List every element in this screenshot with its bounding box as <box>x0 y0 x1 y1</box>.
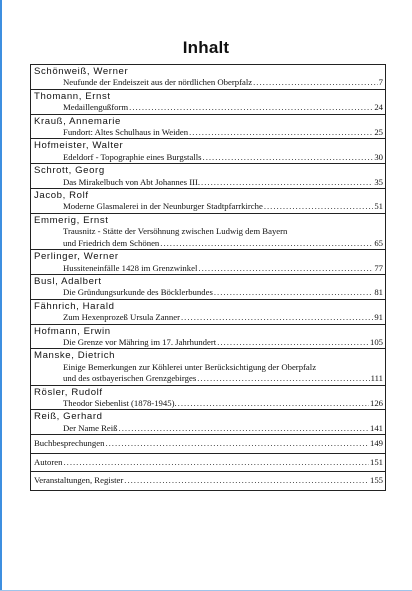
toc-entry <box>31 164 385 189</box>
page-number: 7 <box>378 77 383 88</box>
article-title <box>63 152 383 163</box>
article-title <box>63 423 383 434</box>
page-number: 24 <box>374 102 383 113</box>
dot-leader <box>63 457 369 469</box>
article-title <box>63 263 383 274</box>
article-title-line <box>63 152 383 163</box>
article-title-text: Edeldorf - Topographie eines Burgstalls <box>63 151 202 162</box>
article-title-line <box>63 177 383 188</box>
section-line <box>34 438 383 450</box>
page-number: 51 <box>374 201 383 212</box>
article-title-line <box>63 362 383 373</box>
author-name: Hofmann, Erwin <box>34 325 111 337</box>
article-title <box>63 226 383 249</box>
section-line <box>34 475 383 487</box>
page-number: 141 <box>369 422 383 433</box>
article-title <box>63 337 383 348</box>
article-title <box>63 287 383 298</box>
dot-leader <box>189 127 373 138</box>
article-title-line <box>63 226 383 237</box>
author-name: Krauß, Annemarie <box>34 115 121 127</box>
article-title-text: Moderne Glasmalerei in der Neunburger Stadtpfarrkirche <box>63 201 263 212</box>
article-title-text: Zum Hexenprozeß Ursula Zanner <box>63 312 180 323</box>
article-title-text: Das Mirakelbuch von Abt Johannes III. <box>63 176 201 187</box>
section-label: Veranstaltungen, Register <box>34 475 124 486</box>
article-title-text: Hussiteneinfälle 1428 im Grenzwinkel <box>63 262 198 273</box>
page-number: 149 <box>369 438 383 449</box>
toc-entry <box>31 300 385 325</box>
article-title-line <box>63 287 383 298</box>
article-title-line <box>63 238 383 249</box>
author-name: Manske, Dietrich <box>34 350 116 362</box>
page-number: 65 <box>374 237 383 248</box>
dot-leader <box>105 438 369 450</box>
author-name: Hofmeister, Walter <box>34 140 124 152</box>
article-title-text: Medaillengußform <box>63 102 129 113</box>
page-title: Inhalt <box>182 38 230 57</box>
article-title-text: Theodor Siebenlist (1878-1945). <box>63 397 177 408</box>
toc-entry <box>31 139 385 164</box>
article-title-line <box>63 201 383 212</box>
article-title-text: Der Name Reiß <box>63 422 118 433</box>
toc-entry <box>31 325 385 350</box>
article-title <box>63 362 383 385</box>
article-title <box>63 398 383 409</box>
article-title-text: Neufunde der Endeiszeit aus der nördlichen Oberpfalz <box>63 77 253 88</box>
article-title-line <box>63 102 383 113</box>
section-line <box>34 457 383 469</box>
author-name: Rösler, Rudolf <box>34 386 103 398</box>
page-edge-left <box>0 0 2 591</box>
page-number: 30 <box>374 151 383 162</box>
dot-leader <box>217 337 369 348</box>
toc-entry <box>31 410 385 435</box>
author-name: Fähnrich, Harald <box>34 300 115 312</box>
dot-leader <box>129 102 373 113</box>
section-label: Buchbesprechungen <box>34 438 105 449</box>
page-number: 81 <box>374 287 383 298</box>
dot-leader <box>181 312 373 323</box>
article-title <box>63 201 383 212</box>
author-name: Perlinger, Werner <box>34 251 119 263</box>
table-of-contents <box>30 64 386 491</box>
article-title <box>63 77 383 88</box>
page-number: 91 <box>374 312 383 323</box>
page-number: 77 <box>374 262 383 273</box>
article-title-line <box>63 77 383 88</box>
dot-leader <box>253 77 378 88</box>
article-title-text: Fundort: Altes Schulhaus in Weiden <box>63 127 189 138</box>
author-name: Reiß, Gerhard <box>34 411 103 423</box>
dot-leader <box>203 152 374 163</box>
article-title <box>63 177 383 188</box>
dot-leader <box>198 263 373 274</box>
toc-entry <box>31 65 385 90</box>
page-number: 105 <box>369 336 383 347</box>
toc-entry <box>31 250 385 275</box>
toc-entry <box>31 349 385 385</box>
article-title-text: Trausnitz - Stätte der Versöhnung zwischen Ludwig dem Bayern <box>63 226 288 237</box>
article-title <box>63 312 383 323</box>
article-title-line <box>63 398 383 409</box>
page-number: 155 <box>369 475 383 486</box>
section-label: Autoren <box>34 456 63 467</box>
article-title-line <box>63 373 383 384</box>
page-number: 111 <box>370 373 383 384</box>
dot-leader <box>264 201 373 212</box>
dot-leader <box>160 238 373 249</box>
page-number: 25 <box>374 127 383 138</box>
article-title <box>63 127 383 138</box>
toc-section <box>31 435 385 454</box>
dot-leader <box>201 177 373 188</box>
dot-leader <box>119 423 369 434</box>
article-title-line <box>63 127 383 138</box>
author-name: Jacob, Rolf <box>34 190 89 202</box>
article-title-text: und Friedrich dem Schönen <box>63 237 160 248</box>
article-title <box>63 102 383 113</box>
page-number: 151 <box>369 456 383 467</box>
toc-entry <box>31 275 385 300</box>
article-title-line <box>63 263 383 274</box>
page-number: 35 <box>374 176 383 187</box>
page-number: 126 <box>369 397 383 408</box>
toc-entry <box>31 115 385 140</box>
dot-leader <box>197 373 369 384</box>
author-name: Busl, Adalbert <box>34 275 102 287</box>
article-title-line <box>63 423 383 434</box>
toc-entry <box>31 90 385 115</box>
article-title-line <box>63 312 383 323</box>
article-title-text: Die Gründungsurkunde des Böcklerbundes <box>63 287 213 298</box>
article-title-text: Einige Bemerkungen zur Köhlerei unter Berücksichtigung der Oberpfalz <box>63 361 317 372</box>
dot-leader <box>124 475 369 487</box>
dot-leader <box>214 287 373 298</box>
dot-leader <box>178 398 369 409</box>
toc-entry <box>31 214 385 250</box>
toc-entry <box>31 386 385 411</box>
author-name: Schönweiß, Werner <box>34 66 129 77</box>
toc-section <box>31 454 385 473</box>
article-title-text: Die Grenze vor Mähring im 17. Jahrhundert <box>63 336 217 347</box>
article-title-text: und des ostbayerischen Grenzgebirges <box>63 373 197 384</box>
author-name: Schrott, Georg <box>34 165 105 177</box>
author-name: Emmerig, Ernst <box>34 214 109 226</box>
author-name: Thomann, Ernst <box>34 90 111 102</box>
toc-entry <box>31 189 385 214</box>
toc-section <box>31 472 385 490</box>
article-title-line <box>63 337 383 348</box>
